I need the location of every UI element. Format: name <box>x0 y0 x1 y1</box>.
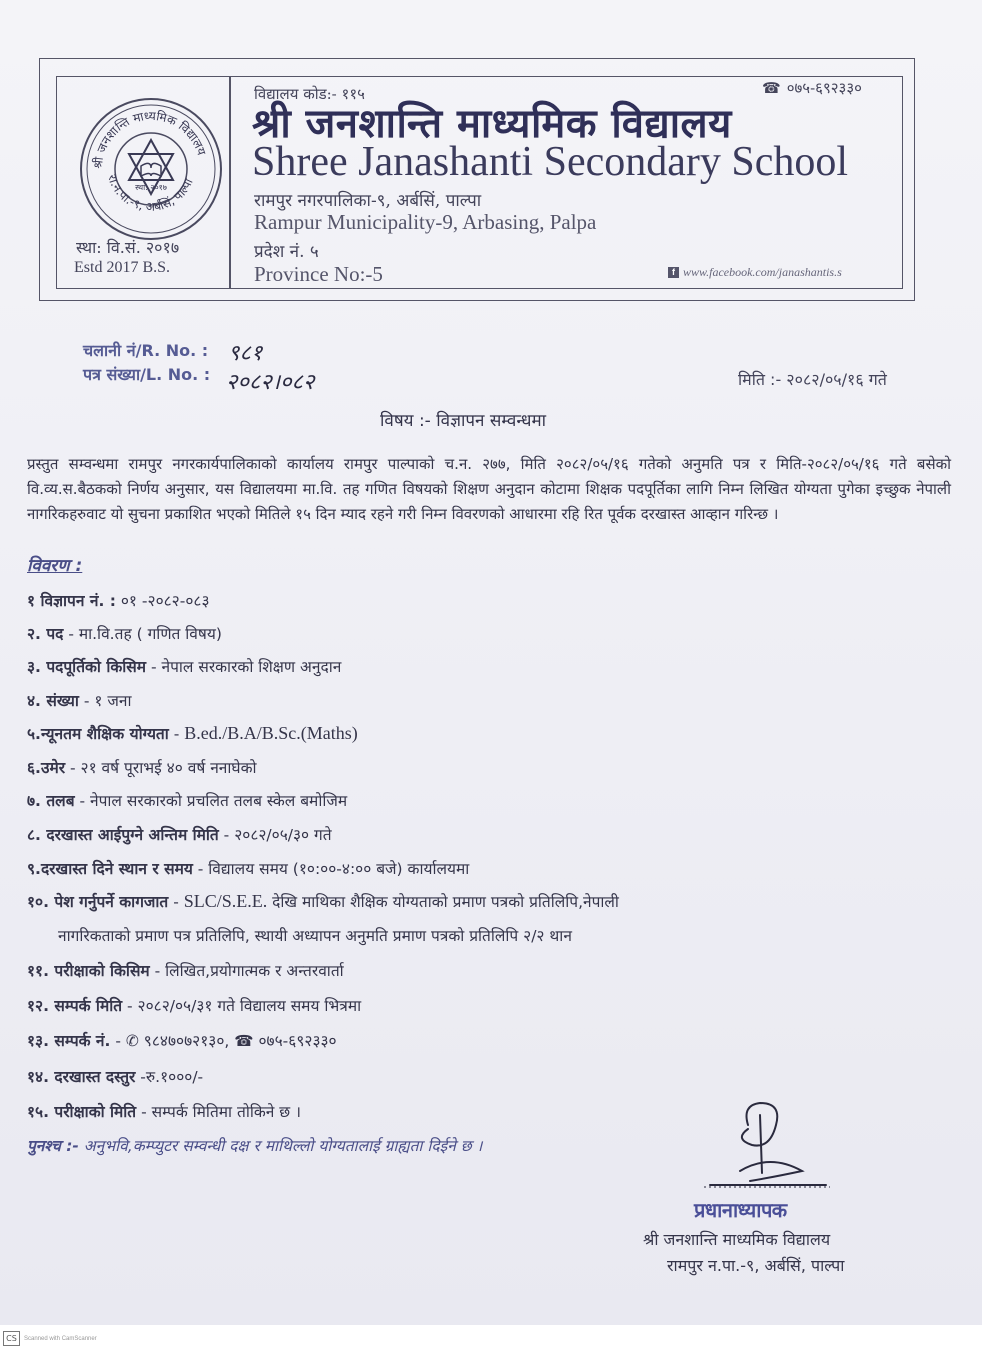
detail-value: - २०८२/०५/३० गते <box>218 826 332 844</box>
svg-text:श्री जनशान्ति माध्यमिक विद्याल <box>91 109 209 169</box>
letterhead-phone-number: ०७५-६९२३३० <box>786 79 862 97</box>
detail-value: ०१ -२०८२-०८३ <box>115 592 210 610</box>
established-en: Estd 2017 B.S. <box>74 259 171 276</box>
detail-value: - मा.वि.तह ( गणित विषय) <box>63 625 222 643</box>
facebook-icon: f <box>668 267 679 278</box>
paragraph-line: शिक्षक पदपूर्तिका लागि निम्न लिखित योग्यता पुगेका इच्छुक नेपाली नागरिकहरुवाट यो सुचना प्रकाशित भएको मितिले १५ दिन म्याद <box>27 480 951 523</box>
detail-label: १०. पेश गर्नुपर्ने कागजात <box>27 893 169 911</box>
detail-value: - विद्यालय समय (१०:००-४:०० बजे) कार्यालयमा <box>192 860 470 878</box>
intro-paragraph <box>27 452 951 527</box>
detail-value-english: B.ed./B.A/B.Sc.(Maths) <box>184 723 358 743</box>
detail-item-4 <box>27 689 131 711</box>
postscript <box>27 1134 482 1156</box>
detail-label: ७. तलब <box>27 792 75 810</box>
detail-value: - २०८२/०५/३१ गते विद्यालय समय भित्रमा <box>122 997 362 1015</box>
scanner-footer <box>0 1325 982 1350</box>
l-no-value: २०८२।०८२ <box>226 370 315 395</box>
detail-value: - लिखित,प्रयोगात्मक र अन्तरवार्ता <box>149 962 344 980</box>
detail-label: ११. परीक्षाको किसिम <box>27 962 150 980</box>
detail-label: १ विज्ञापन नं. : <box>27 592 116 610</box>
detail-item-1 <box>27 589 210 611</box>
established-np: स्था: वि.सं. २०१७ <box>76 238 180 257</box>
telephone-icon: ☎ <box>762 79 781 97</box>
detail-label: १२. सम्पर्क मिति <box>27 997 123 1015</box>
camscanner-icon: CS <box>3 1331 20 1346</box>
detail-label: ४. संख्या <box>27 692 79 710</box>
l-no-label: पत्र संख्या/L. No. : <box>83 365 211 384</box>
school-address-en: Rampur Municipality-9, Arbasing, Palpa <box>254 210 597 234</box>
detail-value: - नेपाल सरकारको प्रचलित तलब स्केल बमोजिम <box>74 792 348 810</box>
r-no-label: चलानी नं/R. No. : <box>83 341 209 360</box>
paragraph-line: रहने गरी निम्न विवरणको आधारमा रहि रित पूर्वक दरखास्त आव्हान गरिन्छ । <box>370 505 779 523</box>
letterhead-divider <box>229 76 231 289</box>
detail-value-cont: देखि माथिका शैक्षिक योग्यताको प्रमाण पत्रको प्रतिलिपि,नेपाली <box>267 893 619 911</box>
detail-item-2 <box>27 622 222 644</box>
facebook-link[interactable] <box>668 265 842 280</box>
camscanner-watermark <box>3 1331 97 1346</box>
detail-item-10 <box>27 890 619 912</box>
letter-date: मिति :- २०८२/०५/१६ गते <box>738 370 887 389</box>
signatory-school: श्री जनशान्ति माध्यमिक विद्यालय <box>643 1230 831 1249</box>
detail-item-6 <box>27 756 257 778</box>
province-en: Province No:-5 <box>254 262 383 286</box>
postscript-text: अनुभवि,कम्प्युटर सम्वन्धी दक्ष र माथिल्लो योग्यतालाई ग्राह्यता दिईने छ । <box>78 1137 483 1155</box>
detail-label: ५.न्यूनतम शैक्षिक योग्यता <box>27 725 169 743</box>
r-no-value: ९८१ <box>228 341 263 366</box>
detail-value: -रु.१०००/- <box>135 1068 204 1086</box>
paragraph-line: मिति-२०८२/०५/१६ गते बसेको वि.व्य.स.बैठकको निर्णय अनुसार, यस विद्यालयमा मा.वि. तह गणित विषयको शिक्षण अनुदान कोटामा <box>27 455 951 498</box>
detail-item-9 <box>27 857 469 879</box>
camscanner-text: Scanned with CamScanner <box>24 1335 97 1342</box>
detail-item-10-continuation: नागरिकताको प्रमाण पत्र प्रतिलिपि, स्थायी अध्यापन अनुमति प्रमाण पत्रको प्रतिलिपि २/२ थान <box>58 927 572 945</box>
detail-value: - ✆ ९८४७०७२१३०, ☎ ०७५-६९२३३० <box>110 1032 337 1050</box>
detail-label: १४. दरखास्त दस्तुर <box>27 1068 136 1086</box>
signatory-title-stamp: प्रधानाध्यापक <box>694 1198 787 1222</box>
province-np: प्रदेश नं. ५ <box>254 242 319 262</box>
detail-item-14 <box>27 1065 203 1087</box>
school-name-en: Shree Janashanti Secondary School <box>252 139 849 185</box>
detail-label: ६.उमेर <box>27 759 66 777</box>
detail-value-english: SLC/S.E.E. <box>183 891 268 911</box>
seal-year: स्था. २०१७ <box>135 183 167 192</box>
detail-item-5 <box>27 722 358 744</box>
detail-value: - १ जना <box>78 692 132 710</box>
school-address-np: रामपुर नगरपालिका-९, अर्बसिं, पाल्पा <box>254 191 482 211</box>
detail-item-13 <box>27 1029 337 1051</box>
detail-item-3 <box>27 655 341 677</box>
detail-item-8 <box>27 823 332 845</box>
detail-label: ३. पदपूर्तिको किसिम <box>27 658 147 676</box>
detail-label: ९.दरखास्त दिने स्थान र समय <box>27 860 193 878</box>
detail-label: २. पद <box>27 625 64 643</box>
school-code: विद्यालय कोड:- ११५ <box>254 85 365 103</box>
detail-value: - <box>168 725 185 743</box>
detail-value: - <box>168 893 184 911</box>
detail-item-11 <box>27 959 344 981</box>
facebook-url: www.facebook.com/janashantis.s <box>683 265 842 279</box>
signatory-address: रामपुर न.पा.-९, अर्बसिं, पाल्पा <box>667 1256 845 1275</box>
detail-value: - सम्पर्क मितिमा तोकिने छ । <box>136 1103 301 1121</box>
detail-item-7 <box>27 789 347 811</box>
detail-value: - २१ वर्ष पूराभई ४० वर्ष ननाघेको <box>65 759 257 777</box>
detail-label: १५. परीक्षाको मिति <box>27 1103 137 1121</box>
letter-subject: विषय :- विज्ञापन सम्वन्धमा <box>380 411 547 431</box>
paragraph-line: प्रस्तुत सम्वन्धमा रामपुर नगरकार्यपालिकाको कार्यालय रामपुर पाल्पाको च.न. २७७, मिति २०८२/०५/१६ गतेको अनुमति पत्र र <box>27 455 777 473</box>
seal-ring-text: श्री जनशान्ति माध्यमिक विद्यालय <box>90 108 209 170</box>
detail-label: १३. सम्पर्क नं. <box>27 1032 111 1050</box>
letterhead-phone <box>762 78 862 98</box>
school-seal-logo <box>78 96 224 242</box>
detail-item-15 <box>27 1100 301 1122</box>
school-name-np: श्री जनशान्ति माध्यमिक विद्यालय <box>252 101 732 147</box>
detail-label: ८. दरखास्त आईपुग्ने अन्तिम मिति <box>27 826 219 844</box>
details-heading: विवरण : <box>27 556 83 576</box>
handwritten-signature <box>690 1095 840 1205</box>
seal-bottom-text: रा.न.पा.-९, अर्बसिं, पाल्पा <box>104 172 196 214</box>
detail-value: - नेपाल सरकारको शिक्षण अनुदान <box>146 658 342 676</box>
detail-item-12 <box>27 994 361 1016</box>
postscript-label: पुनश्च :- <box>27 1137 79 1155</box>
